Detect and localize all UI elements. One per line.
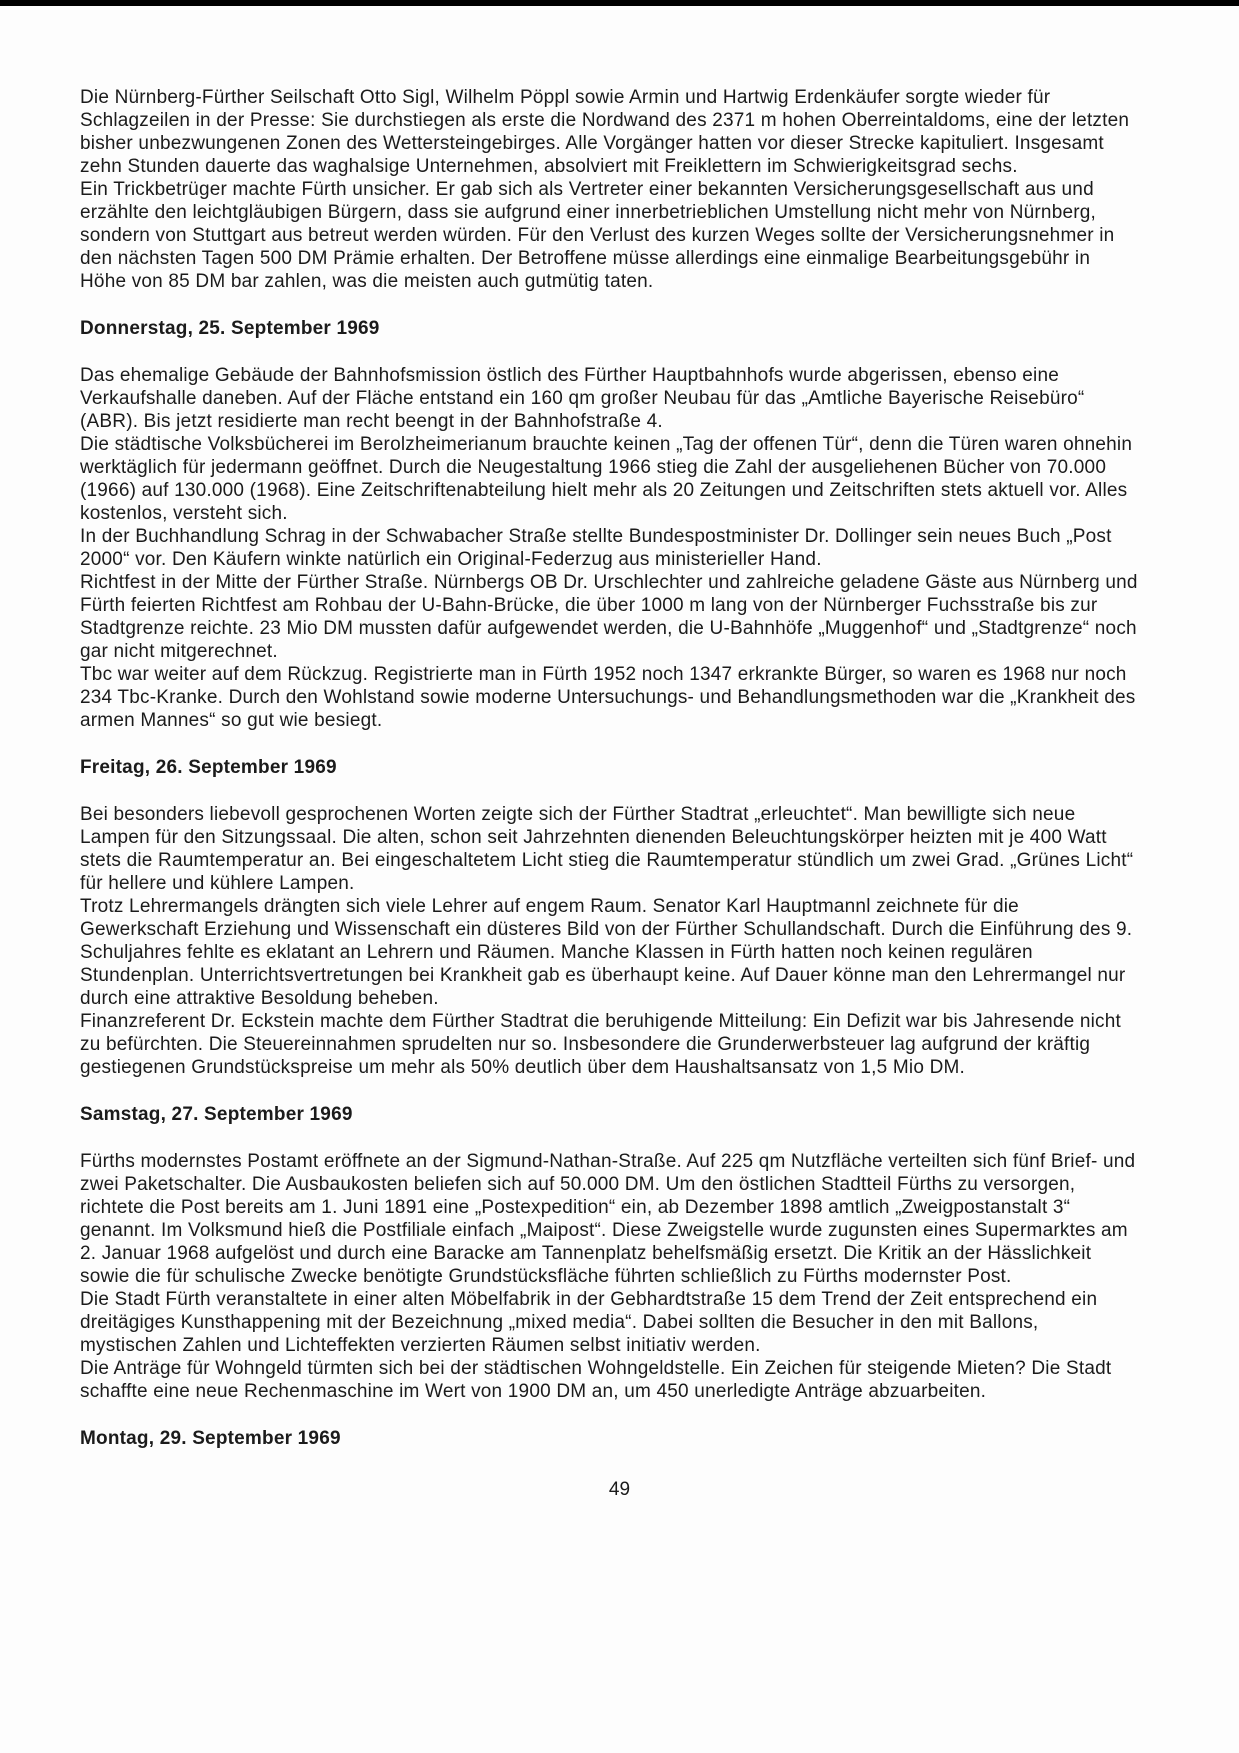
paragraph-finanzreferent-eckstein: Finanzreferent Dr. Eckstein machte dem Fürther Stadtrat die beruhigende Mitteilung: Ein Defizit war bis Jahresende nicht zu befürchten. Die Steuereinnahmen sprudelten nur so. Insbesondere die Grunderwerbsteuer lag aufgrund der kräftig gestiegenen Grundstückspreise um mehr als 50% deutlich über dem Haushaltsansatz von 1,5 Mio DM. — [80, 1011, 1122, 1078]
paragraph-bahnhofsmission: Das ehemalige Gebäude der Bahnhofsmission östlich des Fürther Hauptbahnhofs wurde abgerissen, ebenso eine Verkaufshalle daneben. Auf der Fläche entstand ein 160 qm großer Neubau für das „Amtliche Bayerische Reisebüro“ (ABR). Bis jetzt residierte man recht beengt in der Bahnhofstraße 4. — [80, 365, 1085, 432]
paragraph-richtfest-ubahn: Richtfest in der Mitte der Fürther Straße. Nürnbergs OB Dr. Urschlechter und zahlreiche geladene Gäste aus Nürnberg und Fürth feierten Richtfest am Rohbau der U-Bahn-Brücke, die über 1000 m lang von der Nürnberger Fuchsstraße bis zur Stadtgrenze reichte. 23 Mio DM mussten dafür aufgewendet werden, die U-Bahnhöfe „Muggenhof“ und „Stadtgrenze“ noch gar nicht mitgerechnet. — [80, 572, 1138, 662]
paragraph-stadtrat-lampen: Bei besonders liebevoll gesprochenen Worten zeigte sich der Fürther Stadtrat „erleuchtet“. Man bewilligte sich neue Lampen für den Sitzungssaal. Die alten, schon seit Jahrzehnten dienenden Beleuchtungskörper heizten mit je 400 Watt stets die Raumtemperatur an. Bei eingeschaltetem Licht stieg die Raumtemperatur stündlich um zwei Grad. „Grünes Licht“ für hellere und kühlere Lampen. — [80, 804, 1134, 894]
paragraph-seilschaft-nordwand: Die Nürnberg-Fürther Seilschaft Otto Sigl, Wilhelm Pöppl sowie Armin und Hartwig Erdenkäufer sorgte wieder für Schlagzeilen in der Presse: Sie durchstiegen als erste die Nordwand des 2371 m hohen Oberreintaldoms, eine der letzten bisher unbezwungenen Zonen des Wettersteingebirges. Alle Vorgänger hatten vor dieser Strecke kapituliert. Insgesamt zehn Stunden dauerte das waghalsige Unternehmen, absolviert mit Freiklettern im Schwierigkeitsgrad sechs. — [80, 87, 1130, 177]
section-heading-freitag-26-september-1969: Freitag, 26. September 1969 — [80, 757, 337, 778]
section-heading-donnerstag-25-september-1969: Donnerstag, 25. September 1969 — [80, 318, 380, 339]
page-number: 49 — [608, 1479, 631, 1500]
document-content — [80, 86, 1138, 1474]
paragraph-postamt-sigmund-nathan: Fürths modernstes Postamt eröffnete an der Sigmund-Nathan-Straße. Auf 225 qm Nutzfläche verteilten sich fünf Brief- und zwei Paketschalter. Die Ausbaukosten beliefen sich auf 50.000 DM. Um den östlichen Stadtteil Fürths zu versorgen, richtete die Post bereits am 1. Juni 1891 eine „Postexpedition“ ein, ab Dezember 1898 amtlich „Zweigpostanstalt 3“ genannt. Im Volksmund hieß die Postfiliale einfach „Maipost“. Diese Zweigstelle wurde zugunsten eines Supermarktes am 2. Januar 1968 aufgelöst und durch eine Baracke am Tannenplatz behelfsmäßig ersetzt. Die Kritik an der Hässlichkeit sowie die für schulische Zwecke benötigte Grundstücksfläche führten schließlich zu Fürths modernster Post. — [80, 1151, 1136, 1287]
paragraph-trickbetrueger: Ein Trickbetrüger machte Fürth unsicher. Er gab sich als Vertreter einer bekannten Versicherungsgesellschaft aus und erzählte den leichtgläubigen Bürgern, dass sie aufgrund einer innerbetrieblichen Umstellung nicht mehr von Nürnberg, sondern von Stuttgart aus betreut werden würden. Für den Verlust des kurzen Weges sollte der Versicherungsnehmer in den nächsten Tagen 500 DM Prämie erhalten. Der Betroffene müsse allerdings eine einmalige Bearbeitungsgebühr in Höhe von 85 DM bar zahlen, was die meisten auch gutmütig taten. — [80, 179, 1115, 292]
section-heading-montag-29-september-1969: Montag, 29. September 1969 — [80, 1428, 341, 1449]
section-heading-samstag-27-september-1969: Samstag, 27. September 1969 — [80, 1104, 353, 1125]
paragraph-kunsthappening-mixed-media: Die Stadt Fürth veranstaltete in einer alten Möbelfabrik in der Gebhardtstraße 15 dem Trend der Zeit entsprechend ein dreitägiges Kunsthappening mit der Bezeichnung „mixed media“. Dabei sollten die Besucher in den mit Ballons, mystischen Zahlen und Lichteffekten verzierten Räumen selbst initiativ werden. — [80, 1289, 1098, 1356]
scan-edge-artifact — [0, 0, 1239, 6]
paragraph-volksbuecherei: Die städtische Volksbücherei im Berolzheimerianum brauchte keinen „Tag der offenen Tür“, denn die Türen waren ohnehin werktäglich für jedermann geöffnet. Durch die Neugestaltung 1966 stieg die Zahl der ausgeliehenen Bücher von 70.000 (1966) auf 130.000 (1968). Eine Zeitschriftenabteilung hielt mehr als 20 Zeitungen und Zeitschriften stets aktuell vor. Alles kostenlos, versteht sich. — [80, 434, 1133, 524]
paragraph-buchhandlung-schrag: In der Buchhandlung Schrag in der Schwabacher Straße stellte Bundespostminister Dr. Dollinger sein neues Buch „Post 2000“ vor. Den Käufern winkte natürlich ein Original-Federzug aus ministerieller Hand. — [80, 526, 1112, 570]
paragraph-tbc-rueckzug: Tbc war weiter auf dem Rückzug. Registrierte man in Fürth 1952 noch 1347 erkrankte Bürger, so waren es 1968 nur noch 234 Tbc-Kranke. Durch den Wohlstand sowie moderne Untersuchungs- und Behandlungsmethoden war die „Krankheit des armen Mannes“ so gut wie besiegt. — [80, 664, 1136, 731]
paragraph-lehrermangel: Trotz Lehrermangels drängten sich viele Lehrer auf engem Raum. Senator Karl Hauptmannl zeichnete für die Gewerkschaft Erziehung und Wissenschaft ein düsteres Bild von der Fürther Schullandschaft. Durch die Einführung des 9. Schuljahres fehlte es eklatant an Lehrern und Räumen. Manche Klassen in Fürth hatten noch keinen regulären Stundenplan. Unterrichtsvertretungen bei Krankheit gab es überhaupt keine. Auf Dauer könne man den Lehrermangel nur durch eine attraktive Besoldung beheben. — [80, 896, 1133, 1009]
paragraph-wohngeld-antraege: Die Anträge für Wohngeld türmten sich bei der städtischen Wohngeldstelle. Ein Zeichen für steigende Mieten? Die Stadt schaffte eine neue Rechenmaschine im Wert von 1900 DM an, um 450 unerledigte Anträge abzuarbeiten. — [80, 1358, 1112, 1402]
